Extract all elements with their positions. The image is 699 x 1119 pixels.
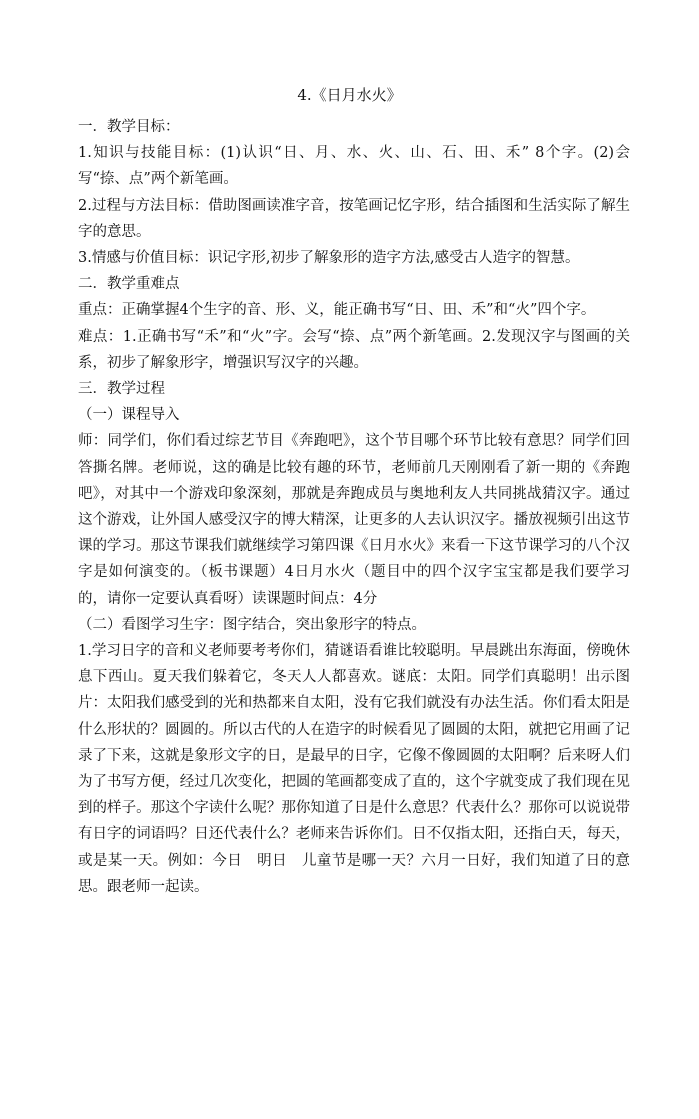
paragraph-sun-character: 1.学习日字的音和义老师要考考你们，猜谜语看谁比较聪明。早晨跳出东海面，傍晚休息下西山。夏天我们躲着它，冬天人人都喜欢。谜底：太阳。同学们真聪明！出示图片：太阳我们感受到的光和热都来自太阳，没有它我们就没有办法生活。你们看太阳是什么形状的？圆圆的。所以古代的人在造字的时候看见了圆圆的太阳，就把它用画了记录了下来，这就是象形文字的日，是最早的日字，它像不像圆圆的太阳啊？后来呀人们为了书写方便，经过几次变化，把圆的笔画都变成了直的，这个字就变成了我们现在见到的样子。那这个字读什么呢？那你知道了日是什么意思？代表什么？那你可以说说带有日字的词语吗？日还代表什么？老师来告诉你们。日不仅指太阳，还指白天，每天，或是某一天。例如：今日 明日 儿童节是哪一天？六月一日好，我们知道了日的意思。跟老师一起读。 xyxy=(78,643,630,895)
paragraph-process-methods: 2.过程与方法目标：借助图画读准字音，按笔画记忆字形，结合插图和生活实际了解生字的意思。 xyxy=(78,197,630,240)
paragraph-difficulty: 难点：1.正确书写“禾”和“火”字。会写“捺、点”两个新笔画。2.发现汉字与图画的关系，初步了解象形字，增强识写汉字的兴趣。 xyxy=(78,328,630,371)
paragraph-key-point: 重点：正确掌握4个生字的音、形、义，能正确书写“日、田、禾”和“火”四个字。 xyxy=(78,302,596,319)
subsection-heading-pictures: （二）看图学习生字：图字结合，突出象形字的特点。 xyxy=(78,616,426,633)
document-body xyxy=(78,114,630,900)
paragraph-knowledge-skills: 1.知识与技能目标：(1)认识“日、月、水、火、山、石、田、禾” 8个字。(2)会写“捺、点”两个新笔画。 xyxy=(78,145,630,188)
section-heading-key-points: 二．教学重难点 xyxy=(78,276,180,293)
section-heading-objectives: 一．教学目标： xyxy=(78,119,180,135)
paragraph-intro: 师：同学们，你们看过综艺节目《奔跑吧》，这个节目哪个环节比较有意思？同学们回答撕名牌。老师说，这的确是比较有趣的环节，老师前几天刚刚看了新一期的《奔跑吧》，对其中一个游戏印象深刻，那就是奔跑成员与奥地利友人共同挑战猜汉字。通过这个游戏，让外国人感受汉字的博大精深，让更多的人去认识汉字。播放视频引出这节课的学习。那这节课我们就继续学习第四课《日月水火》来看一下这节课学习的八个汉字是如何演变的。（板书课题）4日月水火（题目中的四个汉字宝宝都是我们要学习的，请你一定要认真看呀）读课题时间点：4分 xyxy=(78,433,630,607)
paragraph-emotion-values: 3.情感与价值目标：识记字形,初步了解象形的造字方法,感受古人造字的智慧。 xyxy=(78,250,580,267)
section-heading-process: 三．教学过程 xyxy=(78,381,165,398)
subsection-heading-intro: （一）课程导入 xyxy=(78,407,180,424)
page-title: 4.《日月水火》 xyxy=(297,86,402,104)
